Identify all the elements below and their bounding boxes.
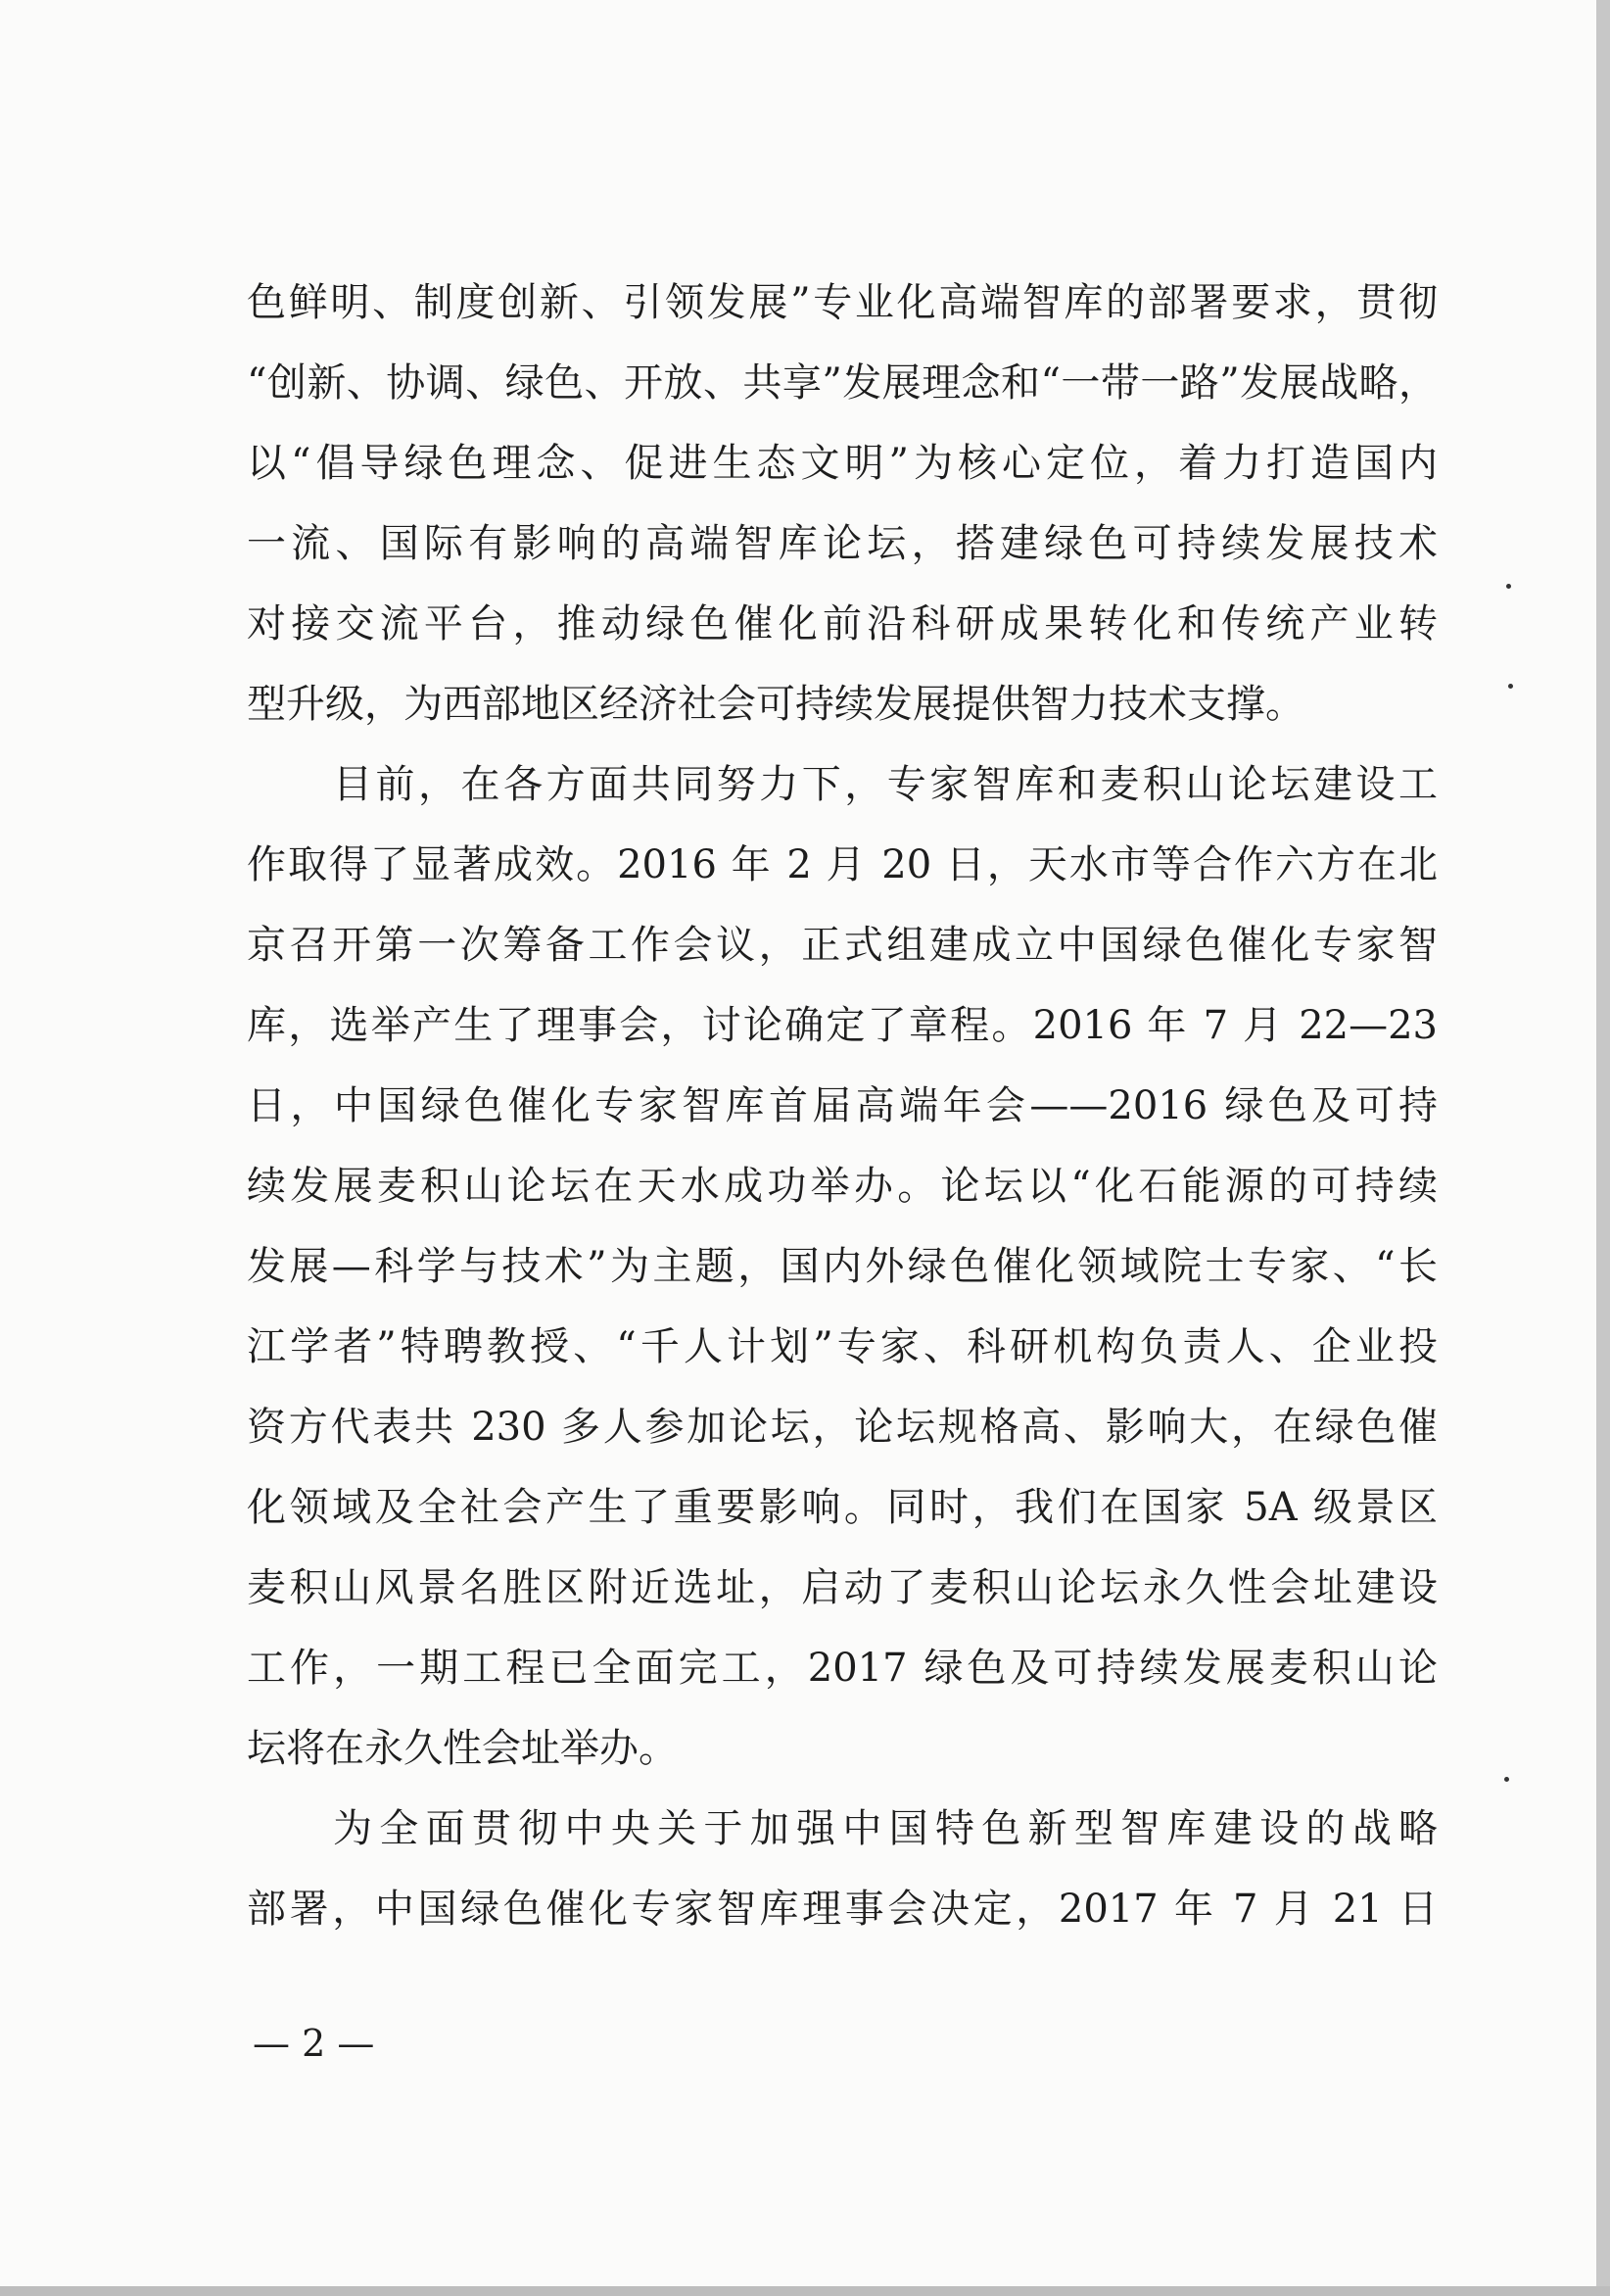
text-line: 化领域及全社会产生了重要影响。同时，我们在国家 5A 级景区 xyxy=(247,1485,1438,1530)
paragraph-2 xyxy=(247,744,1438,1789)
text-line: 为全面贯彻中央关于加强中国特色新型智库建设的战略 xyxy=(333,1806,1438,1851)
text-line: 部署，中国绿色催化专家智库理事会决定，2017 年 7 月 21 日 xyxy=(247,1887,1438,1932)
text-line: 发展—科学与技术”为主题，国内外绿色催化领域院士专家、“长 xyxy=(247,1244,1438,1289)
page-number: — 2 — xyxy=(253,2022,375,2065)
text-line: 一流、国际有影响的高端智库论坛，搭建绿色可持续发展技术 xyxy=(247,521,1438,566)
text-line: 京召开第一次筹备工作会议，正式组建成立中国绿色催化专家智 xyxy=(247,923,1438,968)
text-line: 作取得了显著成效。2016 年 2 月 20 日，天水市等合作六方在北 xyxy=(247,842,1438,887)
text-line: 资方代表共 230 多人参加论坛，论坛规格高、影响大，在绿色催 xyxy=(247,1405,1438,1450)
scan-edge-right xyxy=(1596,0,1610,2296)
text-line: 型升级，为西部地区经济社会可持续发展提供智力技术支撑。 xyxy=(247,682,1304,727)
text-line: 对接交流平台，推动绿色催化前沿科研成果转化和传统产业转 xyxy=(247,601,1438,646)
paragraph-3 xyxy=(247,1789,1438,1949)
text-line: 日，中国绿色催化专家智库首届高端年会——2016 绿色及可持 xyxy=(247,1083,1438,1128)
scan-speck xyxy=(1504,1777,1509,1782)
scan-speck xyxy=(1506,584,1511,589)
paragraph-1 xyxy=(247,263,1438,744)
scan-edge-bottom xyxy=(0,2286,1610,2296)
text-line: 目前，在各方面共同努力下，专家智库和麦积山论坛建设工 xyxy=(333,762,1438,807)
text-line: 续发展麦积山论坛在天水成功举办。论坛以“化石能源的可持续 xyxy=(247,1164,1438,1209)
scan-speck xyxy=(1508,684,1513,689)
text-line: 坛将在永久性会址举办。 xyxy=(247,1726,678,1771)
text-line: 麦积山风景名胜区附近选址，启动了麦积山论坛永久性会址建设 xyxy=(247,1565,1438,1610)
text-line: 库，选举产生了理事会，讨论确定了章程。2016 年 7 月 22—23 xyxy=(247,1003,1438,1048)
body-text xyxy=(247,263,1438,1949)
text-line: 色鲜明、制度创新、引领发展”专业化高端智库的部署要求，贯彻 xyxy=(247,280,1438,325)
text-line: “创新、协调、绿色、开放、共享”发展理念和“一带一路”发展战略， xyxy=(247,360,1438,406)
text-line: 江学者”特聘教授、“千人计划”专家、科研机构负责人、企业投 xyxy=(247,1324,1438,1369)
text-line: 工作，一期工程已全面完工，2017 绿色及可持续发展麦积山论 xyxy=(247,1646,1438,1691)
text-line: 以“倡导绿色理念、促进生态文明”为核心定位，着力打造国内 xyxy=(247,441,1438,486)
